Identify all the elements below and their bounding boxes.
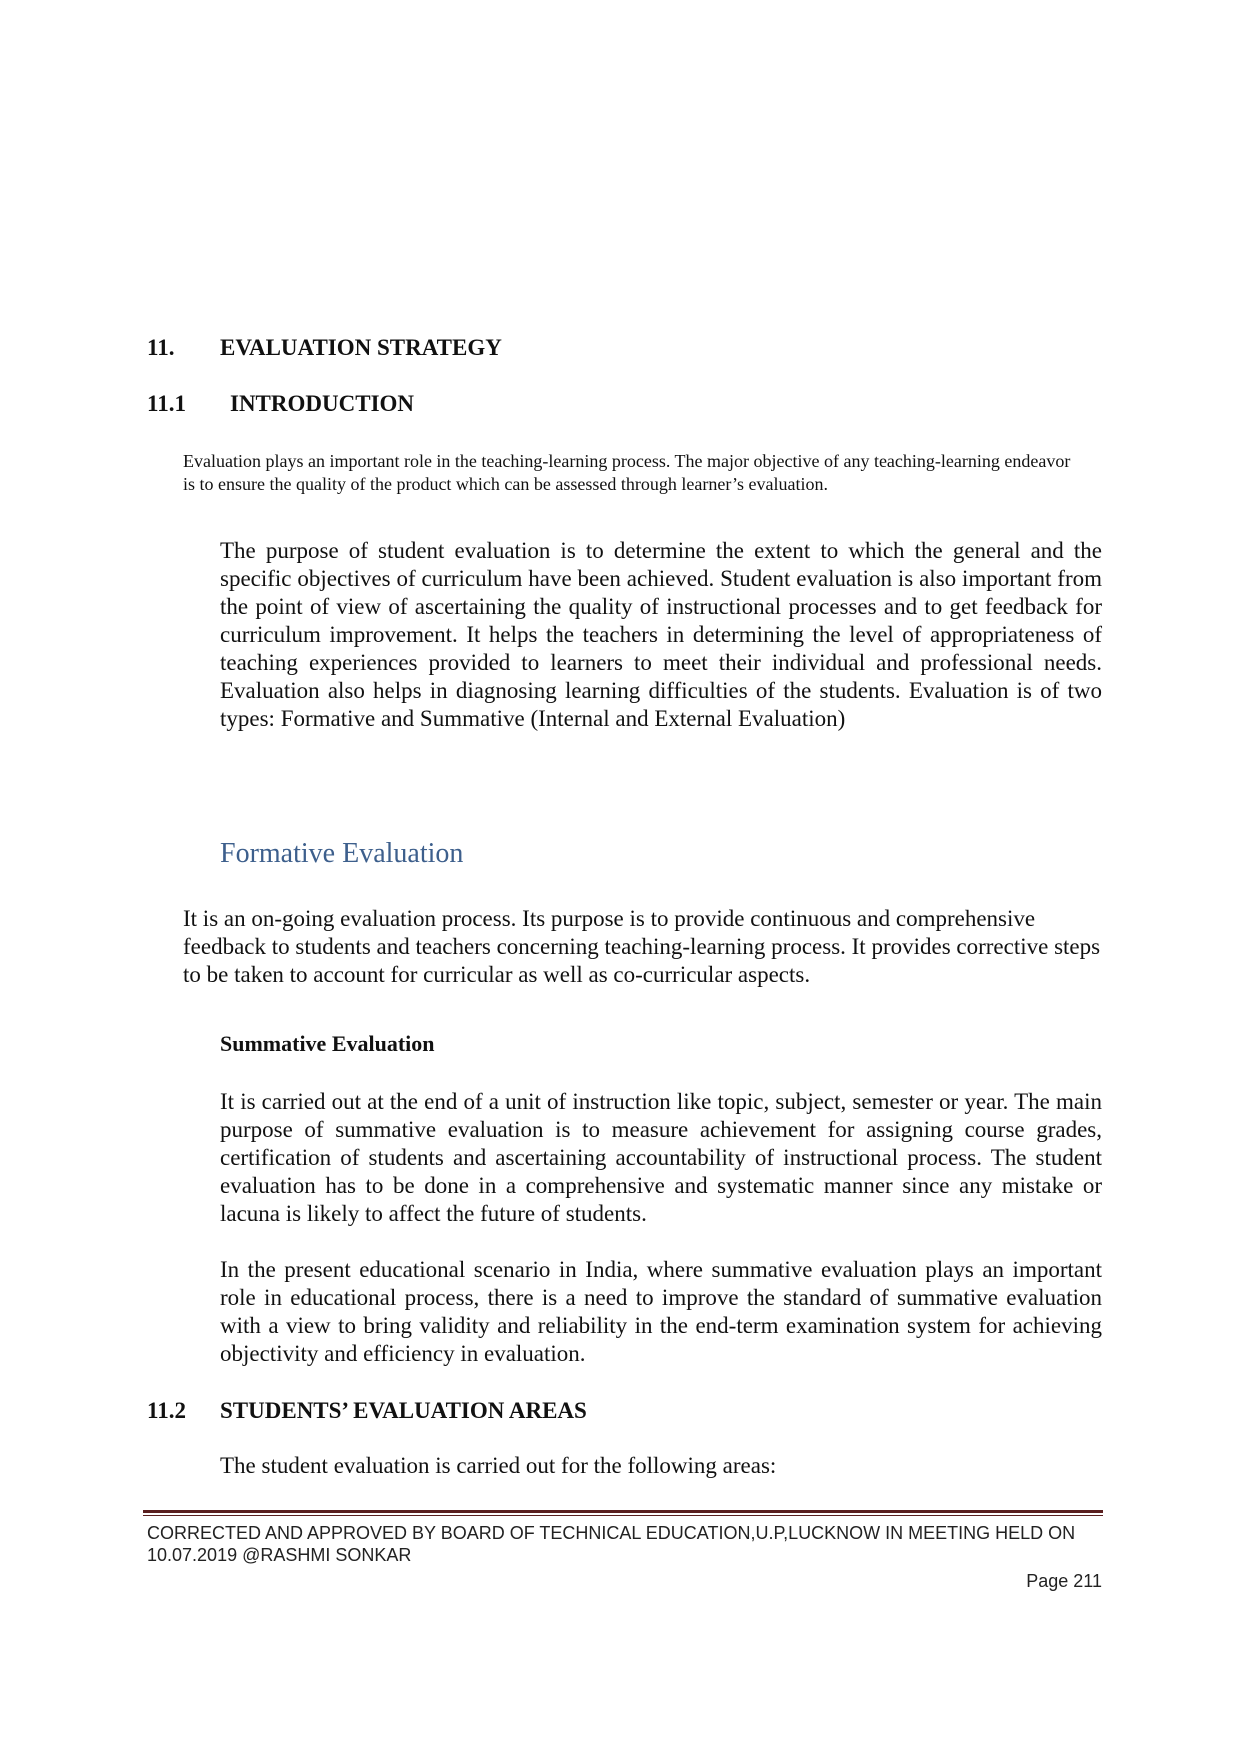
footer-line-1: CORRECTED AND APPROVED BY BOARD OF TECHNICAL EDUCATION,U.P,LUCKNOW IN MEETING HELD ON	[147, 1523, 1076, 1543]
summative-evaluation-heading: Summative Evaluation	[220, 1031, 435, 1056]
section-11-1-title: INTRODUCTION	[230, 391, 415, 416]
summative-paragraph-2: In the present educational scenario in India, where summative evaluation plays an important role in educational process, there is a need to improve the standard of summative evaluation with a view to bring validity and reliability in the end-term examination system for achieving objectivity and efficiency in evaluation.	[220, 1257, 1102, 1366]
formative-evaluation-heading: Formative Evaluation	[220, 838, 464, 869]
section-11-2-title: STUDENTS’ EVALUATION AREAS	[220, 1398, 587, 1423]
footer-divider	[143, 1510, 1103, 1518]
purpose-paragraph: The purpose of student evaluation is to determine the extent to which the general and the specific objectives of curriculum have been achieved. Student evaluation is also important from the point of view of ascertaining the quality of instructional processes and to get feedback for curriculum improvement. It helps the teachers in determining the level of appropriateness of teaching experiences provided to learners to meet their individual and professional needs. Evaluation also helps in diagnosing learning difficulties of the students. Evaluation is of two types: Formative and Summative (Internal and External Evaluation)	[220, 538, 1102, 731]
section-11-1-number: 11.1	[147, 391, 186, 416]
intro-paragraph: Evaluation plays an important role in the teaching-learning process. The major objective of any teaching-learning endeavor is to ensure the quality of the product which can be assessed through learner’s evaluation.	[183, 451, 1071, 494]
evaluation-areas-paragraph: The student evaluation is carried out for the following areas:	[220, 1453, 777, 1478]
footer-approval-text	[147, 1522, 1107, 1566]
page-number: Page 211	[1026, 1571, 1102, 1591]
section-11-2-number: 11.2	[147, 1398, 186, 1423]
formative-paragraph: It is an on-going evaluation process. Its purpose is to provide continuous and comprehensive feedback to students and teachers concerning teaching-learning process. It provides corrective steps to be taken to account for curricular as well as co-curricular aspects.	[183, 906, 1101, 987]
section-11-number: 11.	[147, 335, 175, 360]
summative-paragraph-1: It is carried out at the end of a unit of instruction like topic, subject, semester or year. The main purpose of summative evaluation is to measure achievement for assigning course grades, certification of students and ascertaining accountability of instructional process. The student evaluation has to be done in a comprehensive and systematic manner since any mistake or lacuna is likely to affect the future of students.	[220, 1089, 1102, 1226]
section-11-title: EVALUATION STRATEGY	[220, 335, 502, 360]
footer-line-2: 10.07.2019 @RASHMI SONKAR	[147, 1545, 412, 1565]
